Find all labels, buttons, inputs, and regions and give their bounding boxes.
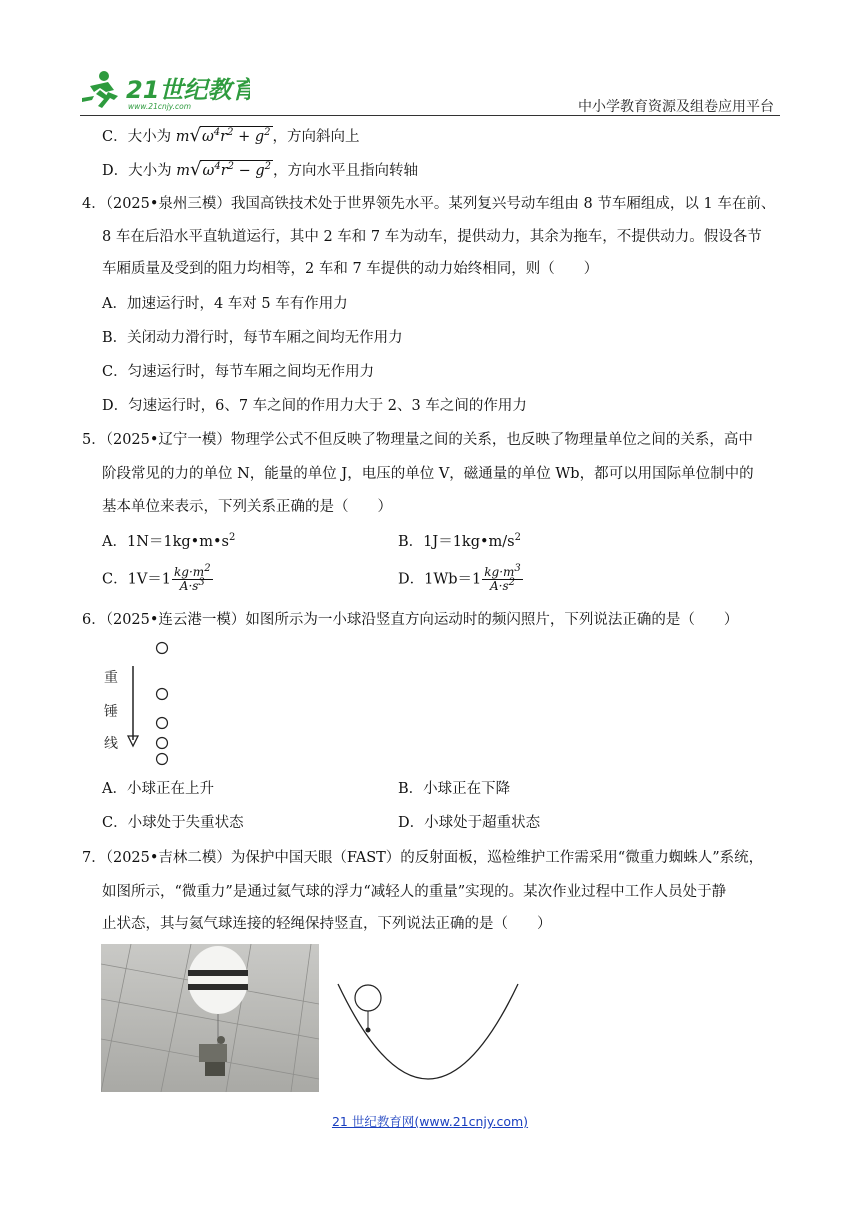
q5-stem-line3: 基本单位来表示，下列关系正确的是（ ） — [102, 499, 392, 515]
figure-label-3: 线 — [104, 736, 118, 752]
figure-label-2: 锤 — [104, 704, 118, 720]
spider-man-system-sketch — [328, 944, 524, 1092]
q6-option-c: C．小球处于失重状态 — [102, 815, 244, 831]
q7-stem-line1: 7．（2025•吉林二模）为保护中国天眼（FAST）的反射面板，巡检维护工作需采用“微重力蜘蛛人”系统， — [82, 850, 764, 866]
ball-position-4 — [157, 738, 168, 749]
q5-option-d: D．1Wb＝1 $\frac{kg\cdot m^3}{A\cdot s^2}$ — [398, 563, 521, 593]
q6-option-a: A．小球正在上升 — [102, 781, 214, 797]
footer-site-link[interactable]: 21 世纪教育网(www.21cnjy.com) — [331, 1114, 529, 1129]
site-logo — [80, 68, 250, 112]
q5-option-b: B．$1J=1kg•m/s^2$ — [398, 532, 521, 550]
figure-label-1: 重 — [104, 670, 118, 686]
q5-stem-line1: 5．（2025•辽宁一模）物理学公式不但反映了物理量之间的关系，也反映了物理量单位之间的关系，高中 — [82, 432, 753, 448]
strobe-photo-figure — [100, 636, 190, 771]
q7-stem-line3: 止状态，其与氦气球连接的轻绳保持竖直，下列说法正确的是（ ） — [102, 916, 552, 932]
svg-text:www.21cnjy.com: www.21cnjy.com — [128, 102, 192, 111]
q4-option-c: C．匀速运行时，每节车厢之间均无作用力 — [102, 364, 375, 380]
q6-option-d: D．小球处于超重状态 — [398, 815, 541, 831]
q7-stem-line2: 如图所示，“微重力”是通过氦气球的浮力“减轻人的重量”实现的。某次作业过程中工作人员处于静 — [102, 884, 727, 900]
ball-position-3 — [157, 718, 168, 729]
q4-option-a: A．加速运行时，4 车对 5 车有作用力 — [102, 296, 348, 312]
q4-option-b: B．关闭动力滑行时，每节车厢之间均无作用力 — [102, 330, 403, 346]
q3-option-d: D．大小为 $m√\omega^4r^2 - g^2$ ，方向水平且指向转轴 — [102, 159, 419, 180]
header-platform-name: 中小学教育资源及组卷应用平台 — [578, 99, 774, 115]
ball-position-2 — [157, 689, 168, 700]
q3-option-c: C．大小为 $m√\omega^4r^2 + g^2$ ，方向斜向上 — [102, 125, 360, 146]
q6-option-b: B．小球正在下降 — [398, 781, 511, 797]
q4-stem-line2: 8 车在后沿水平直轨道运行，其中 2 车和 7 车为动车，提供动力，其余为拖车，不提供动力。假设各节 — [102, 229, 762, 245]
ball-position-5 — [157, 754, 168, 765]
q4-stem-line3: 车厢质量及受到的阻力均相等，2 车和 7 车提供的动力始终相同，则（ ） — [102, 261, 599, 277]
q5-option-a: A．$1N=1kg•m•s^2$ — [102, 532, 236, 550]
q6-stem-line1: 6．（2025•连云港一模）如图所示为一小球沿竖直方向运动时的频闪照片，下列说法正确的是（ ） — [82, 612, 739, 628]
q4-stem-line1: 4．（2025•泉州三模）我国高铁技术处于世界领先水平。某列复兴号动车组由 8 节车厢组成，以 1 车在前、 — [82, 196, 776, 212]
ball-position-1 — [157, 643, 168, 654]
q5-option-c: C．1V＝1 $\frac{kg\cdot m^2}{A\cdot s^3}$ — [102, 563, 211, 593]
fast-telescope-photo — [101, 944, 319, 1092]
header-divider — [80, 115, 780, 116]
logo-text: 21世纪教育 — [126, 76, 250, 104]
q5-stem-line2: 阶段常见的力的单位 N，能量的单位 J，电压的单位 V，磁通量的单位 Wb，都可以用国际单位制中的 — [102, 466, 754, 482]
q4-option-d: D．匀速运行时，6、7 车之间的作用力大于 2、3 车之间的作用力 — [102, 398, 527, 414]
